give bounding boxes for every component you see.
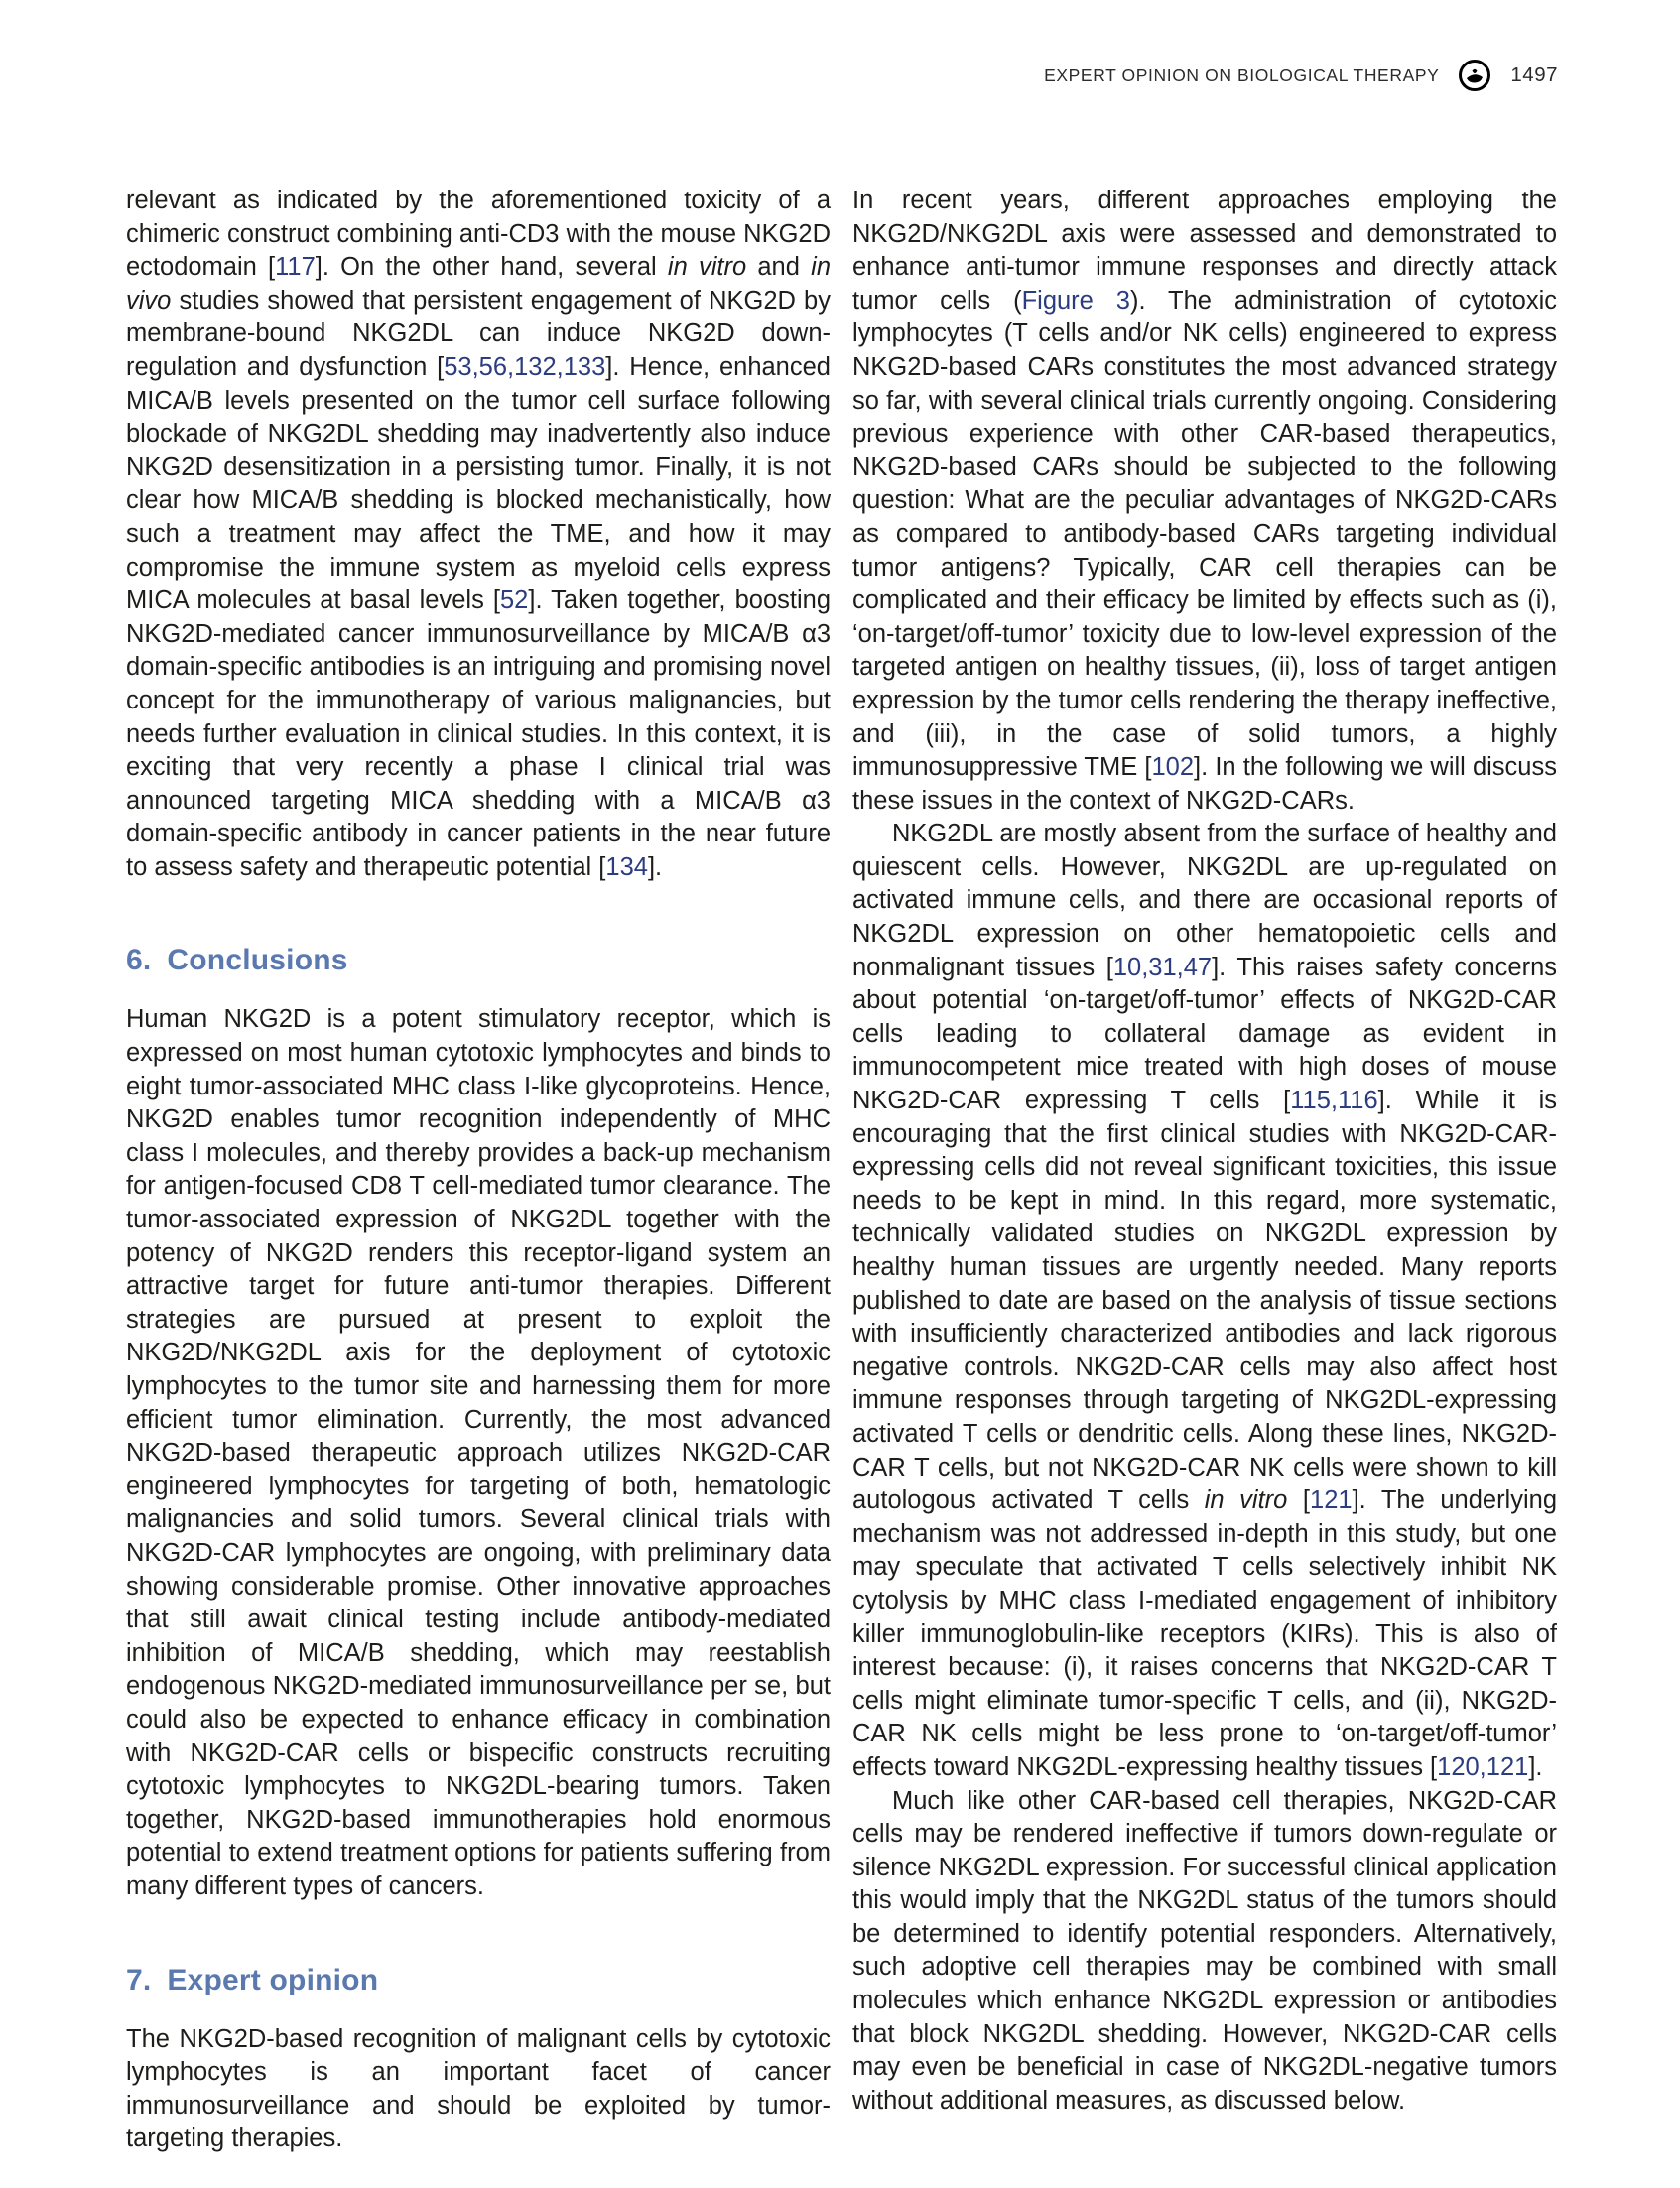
right-column [852,185,1557,2156]
article-body [126,185,1558,2156]
text-run: NKG2DL are mostly absent from the surface of healthy and quiescent cells. However, NKG2DL are up-regulated on activated immune cells, and there are occasional reports of NKG2DL expression on other hematopoietic cells and nonmalignant tissues [ [852,820,1557,981]
reference-link[interactable]: 102 [1151,753,1195,782]
reference-link[interactable]: 53,56,132,133 [444,352,606,381]
paragraph [852,185,1557,818]
text-run: ]. Taken together, boosting NKG2D-mediated cancer immunosurveillance by MICA/B α3 domain-specific antibodies is an intriguing and promising novel concept for the immunotherapy of various malignancies, but needs further evaluation in clinical studies. In this context, it is exciting that very recently a phase I clinical trial was announced targeting MICA shedding with a MICA/B α3 domain-specific antibody in cancer patients in the near future to assess safety and therapeutic potential [ [126,586,831,881]
reference-link[interactable]: 121 [1310,1486,1353,1515]
page-number: 1497 [1510,64,1558,86]
text-run: The NKG2D-based recognition of malignant cells by cytotoxic lymphocytes is an important facet of cancer immunosurveillance and should be exploited by tumor-targeting therapies. [126,2024,831,2153]
text-run: studies showed that persistent engagement of NKG2D by membrane-bound NKG2DL can induce NKG2D down-regulation and dysfunction [ [126,286,831,381]
publisher-logo-icon [1457,58,1492,93]
paragraph [126,1003,831,1903]
paragraph [126,2023,831,2156]
text-run: and [746,253,812,282]
text-run: ]. This raises safety concerns about potential ‘on-target/off-tumor’ effects of NKG2D-CAR cells leading to collateral damage as evident in immunocompetent mice treated with high doses of mouse NKG2D-CAR expressing T cells [ [852,953,1558,1115]
italic-text: in vitro [1204,1486,1288,1515]
page-header [126,58,1558,93]
text-run: ]. The underlying mechanism was not addressed in-depth in this study, but one may speculate that activated T cells selectively inhibit NK cytolysis by MHC class I-mediated engagement of inhibitory killer immunoglobulin-like receptors (KIRs). This is also of interest because: (i), it raises concerns that NKG2D-CAR T cells might eliminate tumor-specific T cells, and (ii), NKG2D-CAR NK cells might be less prone to ‘on-target/off-tumor’ effects toward NKG2DL-expressing healthy tissues [ [852,1486,1558,1781]
text-run: ]. In the following we will discuss these issues in the context of NKG2D-CARs. [852,753,1557,815]
reference-link[interactable]: Figure 3 [1021,286,1130,315]
text-run: ]. Hence, enhanced MICA/B levels presented on the tumor cell surface following blockade of NKG2DL shedding may inadvertently also induce NKG2D desensitization in a persisting tumor. Finally, it is not clear how MICA/B shedding is blocked mechanistically, how such a treatment may affect the TME, and how it may compromise the immune system as myeloid cells express MICA molecules at basal levels [ [126,352,831,615]
italic-text: in vivo [126,253,832,315]
section-heading [126,1964,831,1997]
text-run: ]. While it is encouraging that the first clinical studies with NKG2D-CAR-expressing cells did not reveal significant toxicities, this issue needs to be kept in mind. In this regard, more systematic, technically validated studies on NKG2DL expression by healthy human tissues are urgently needed. Many reports published to date are based on the analysis of tissue sections with insufficiently characterized antibodies and lack rigorous negative controls. NKG2D-CAR cells may also affect host immune responses through targeting of NKG2DL-expressing activated T cells or dendritic cells. Along these lines, NKG2D-CAR T cells, but not NKG2D-CAR NK cells were shown to kill autologous activated T cells [852,1087,1557,1515]
left-column [126,185,831,2156]
journal-title: EXPERT OPINION ON BIOLOGICAL THERAPY [1044,64,1440,85]
text-run: ]. [647,852,663,881]
text-run: Much like other CAR-based cell therapies, NKG2D-CAR cells may be rendered ineffective if tumors down-regulate or silence NKG2DL expression. For successful clinical application this would imply that the NKG2DL status of the tumors should be determined to identify potential responders. Alternatively, such adoptive cell therapies may be combined with small molecules which enhance NKG2DL expression or antibodies that block NKG2DL shedding. However, NKG2D-CAR cells may even be beneficial in case of NKG2DL-negative tumors without additional measures, as discussed below. [852,1786,1557,2115]
reference-link[interactable]: 10,31,47 [1112,953,1213,981]
section-title: Expert opinion [167,1963,379,1996]
text-run: relevant as indicated by the aforementioned toxicity of a chimeric construct combining anti-CD3 with the mouse NKG2D ectodomain [ [126,187,832,282]
reference-link[interactable]: 120,121 [1437,1752,1529,1781]
text-run: [ [1287,1486,1311,1515]
reference-link[interactable]: 117 [275,253,316,282]
paragraph [852,1785,1557,2119]
paragraph [852,818,1557,1784]
section-heading [126,944,831,977]
reference-link[interactable]: 52 [500,586,529,615]
text-run: ]. On the other hand, several [315,253,668,282]
section-number: 7. [126,1963,152,1996]
section-number: 6. [126,944,152,977]
text-run: ]. [1528,1752,1543,1781]
reference-link[interactable]: 115,116 [1290,1087,1378,1115]
italic-text: in vitro [667,253,747,282]
section-title: Conclusions [167,944,348,977]
text-run: ). The administration of cytotoxic lymphocytes (T cells and/or NK cells) engineered to express NKG2D-based CARs constitutes the most advanced strategy so far, with several clinical trials currently ongoing. Considering previous experience with other CAR-based therapeutics, NKG2D-based CARs should be subjected to the following question: What are the peculiar advantages of NKG2D-CARs as compared to antibody-based CARs targeting individual tumor antigens? Typically, CAR cell therapies can be complicated and their efficacy be limited by effects such as (i), ‘on-target/off-tumor’ toxicity due to low-level expression of the targeted antigen on healthy tissues, (ii), loss of target antigen expression by the tumor cells rendering the therapy ineffective, and (iii), in the case of solid tumors, a highly immunosuppressive TME [ [852,286,1558,782]
text-run: Human NKG2D is a potent stimulatory receptor, which is expressed on most human cytotoxic lymphocytes and binds to eight tumor-associated MHC class I-like glycoproteins. Hence, NKG2D enables tumor recognition independently of MHC class I molecules, and thereby provides a back-up mechanism for antigen-focused CD8 T cell-mediated tumor clearance. The tumor-associated expression of NKG2DL together with the potency of NKG2D renders this receptor-ligand system an attractive target for future anti-tumor therapies. Different strategies are pursued at present to exploit the NKG2D/NKG2DL axis for the deployment of cytotoxic lymphocytes to the tumor site and harnessing them for more efficient tumor elimination. Currently, the most advanced NKG2D-based therapeutic approach utilizes NKG2D-CAR engineered lymphocytes for targeting of both, hematologic malignancies and solid tumors. Several clinical trials with NKG2D-CAR lymphocytes are ongoing, with preliminary data showing considerable promise. Other innovative approaches that still await clinical testing include antibody-mediated inhibition of MICA/B shedding, which may reestablish endogenous NKG2D-mediated immunosurveillance per se, but could also be expected to enhance efficacy in combination with NKG2D-CAR cells or bispecific constructs recruiting cytotoxic lymphocytes to NKG2DL-bearing tumors. Taken together, NKG2D-based immunotherapies hold enormous potential to extend treatment options for patients suffering from many different types of cancers. [126,1005,831,1900]
reference-link[interactable]: 134 [605,852,648,881]
text-run: In recent years, different approaches employing the NKG2D/NKG2DL axis were assessed and demonstrated to enhance anti-tumor immune responses and directly attack tumor cells ( [852,187,1557,315]
paragraph [126,185,831,884]
